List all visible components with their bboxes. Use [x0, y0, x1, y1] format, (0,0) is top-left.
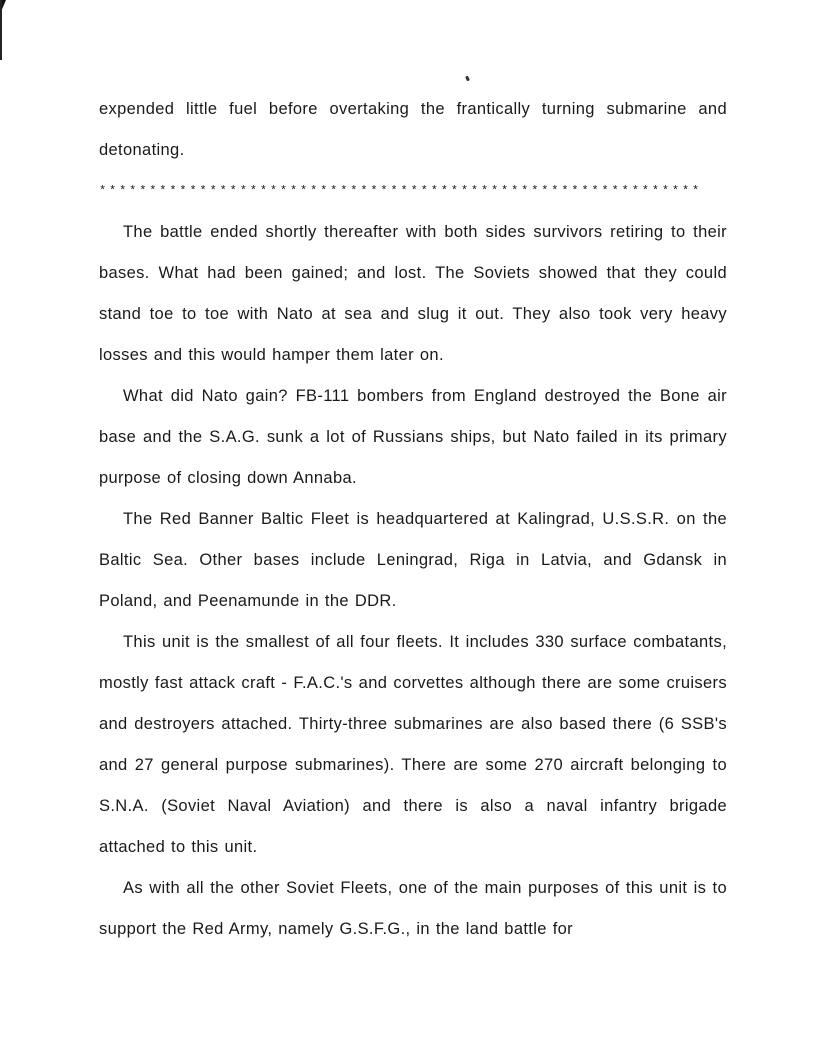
scan-corner-mark	[0, 0, 6, 14]
paragraph-nato-gain: What did Nato gain? FB-111 bombers from England destroyed the Bone air base and the S.A.G. sunk a lot of Russians ships, but Nato failed in its primary purpose of closing down Annaba.	[99, 387, 727, 487]
paragraph-support-red-army: As with all the other Soviet Fleets, one of the main purposes of this unit is to support the Red Army, namely G.S.F.G., in the land battle for	[99, 879, 727, 938]
paragraph-baltic-fleet: The Red Banner Baltic Fleet is headquartered at Kalingrad, U.S.S.R. on the Baltic Sea. Other bases include Leningrad, Riga in Latvia, and Gdansk in Poland, and Peenamunde in the DDR.	[99, 510, 727, 610]
body-text	[99, 89, 727, 950]
section-separator: ************************************************************	[99, 184, 703, 198]
paragraph-unit-size: This unit is the smallest of all four fleets. It includes 330 surface combatants, mostly fast attack craft - F.A.C.'s and corvettes although there are some cruisers and destroyers attached. Thirty-three submarines are also based there (6 SSB's and 27 general purpose submarines). There are some 270 aircraft belonging to S.N.A. (Soviet Naval Aviation) and there is also a naval infantry brigade attached to this unit.	[99, 633, 727, 856]
paragraph-battle-ended: The battle ended shortly thereafter with both sides survivors retiring to their bases. What had been gained; and lost. The Soviets showed that they could stand toe to toe with Nato at sea and slug it out. They also took very heavy losses and this would hamper them later on.	[99, 223, 727, 364]
continuation-paragraph: expended little fuel before overtaking the frantically turning submarine and detonating.	[99, 100, 727, 159]
scan-speck	[465, 76, 470, 82]
